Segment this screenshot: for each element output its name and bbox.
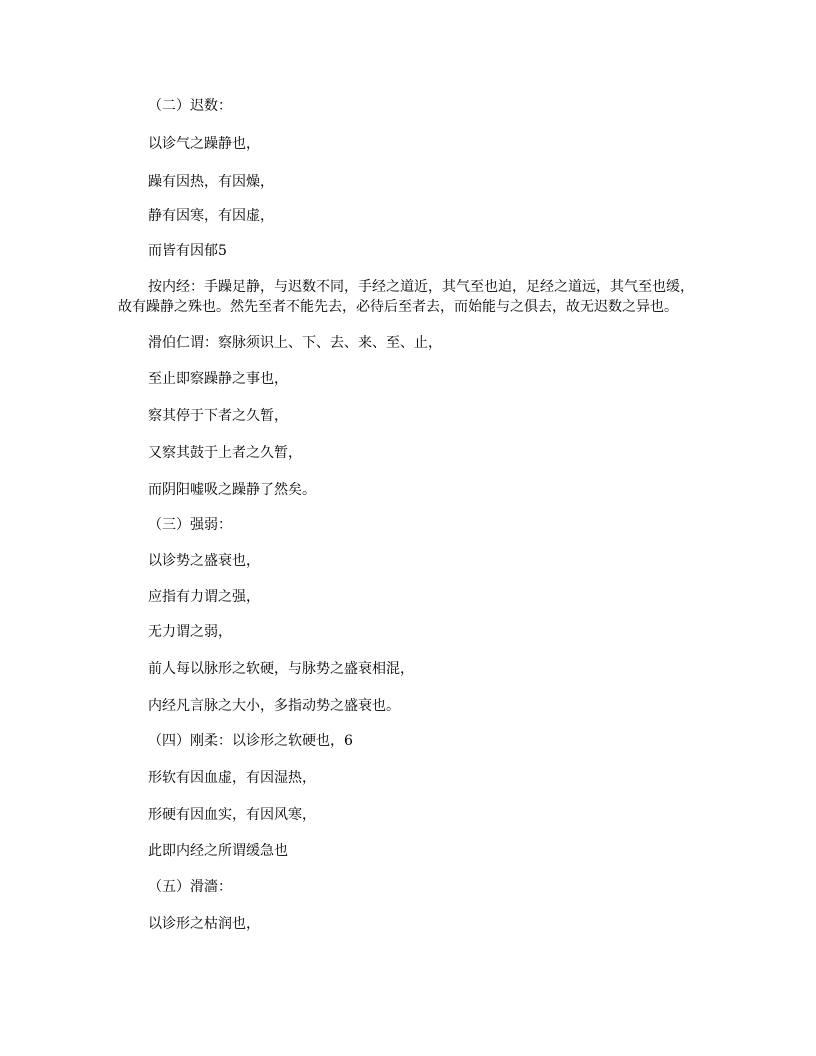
section-heading-qiangruo: （三）强弱：	[148, 517, 232, 533]
paragraph: 以诊形之枯润也，	[148, 916, 260, 932]
paragraph: 又察其鼓于上者之久暂，	[148, 445, 302, 461]
paragraph: 察其停于下者之久暂，	[148, 408, 288, 424]
paragraph: 内经凡言脉之大小，多指动势之盛衰也。	[148, 698, 400, 714]
paragraph: 应指有力谓之强，	[148, 589, 260, 605]
section-heading-gangrou: （四）刚柔：以诊形之软硬也，6	[148, 733, 353, 749]
section-heading-chishu: （二）迟数：	[148, 98, 232, 114]
paragraph: 以诊气之躁静也，	[148, 136, 260, 152]
paragraph: 而阴阳嘘吸之躁静了然矣。	[148, 482, 316, 498]
paragraph: 静有因寒，有因虚，	[148, 208, 274, 224]
section-heading-huase: （五）滑濇：	[148, 879, 232, 895]
paragraph: 以诊势之盛衰也，	[148, 553, 260, 569]
paragraph: 躁有因热，有因燥，	[148, 174, 274, 190]
paragraph: 至止即察躁静之事也，	[148, 371, 288, 387]
paragraph: 前人每以脉形之软硬，与脉势之盛衰相混，	[148, 661, 414, 677]
paragraph: 无力谓之弱，	[148, 624, 232, 640]
paragraph: 滑伯仁谓：察脉须识上、下、去、来、至、止，	[148, 335, 442, 351]
paragraph: 此即内经之所谓缓急也	[148, 843, 288, 859]
paragraph: 形硬有因血实，有因风寒，	[148, 807, 316, 823]
paragraph: 而皆有因郁5	[148, 243, 227, 259]
paragraph: 形软有因血虚，有因湿热，	[148, 770, 316, 786]
paragraph-commentary: 按内经：手躁足静，与迟数不同，手经之道近，其气至也迫，足经之道远，其气至也缓，故有躁静之殊也。然先至者不能先去，必待后至者去，而始能与之俱去，故无迟数之异也。	[118, 279, 694, 315]
